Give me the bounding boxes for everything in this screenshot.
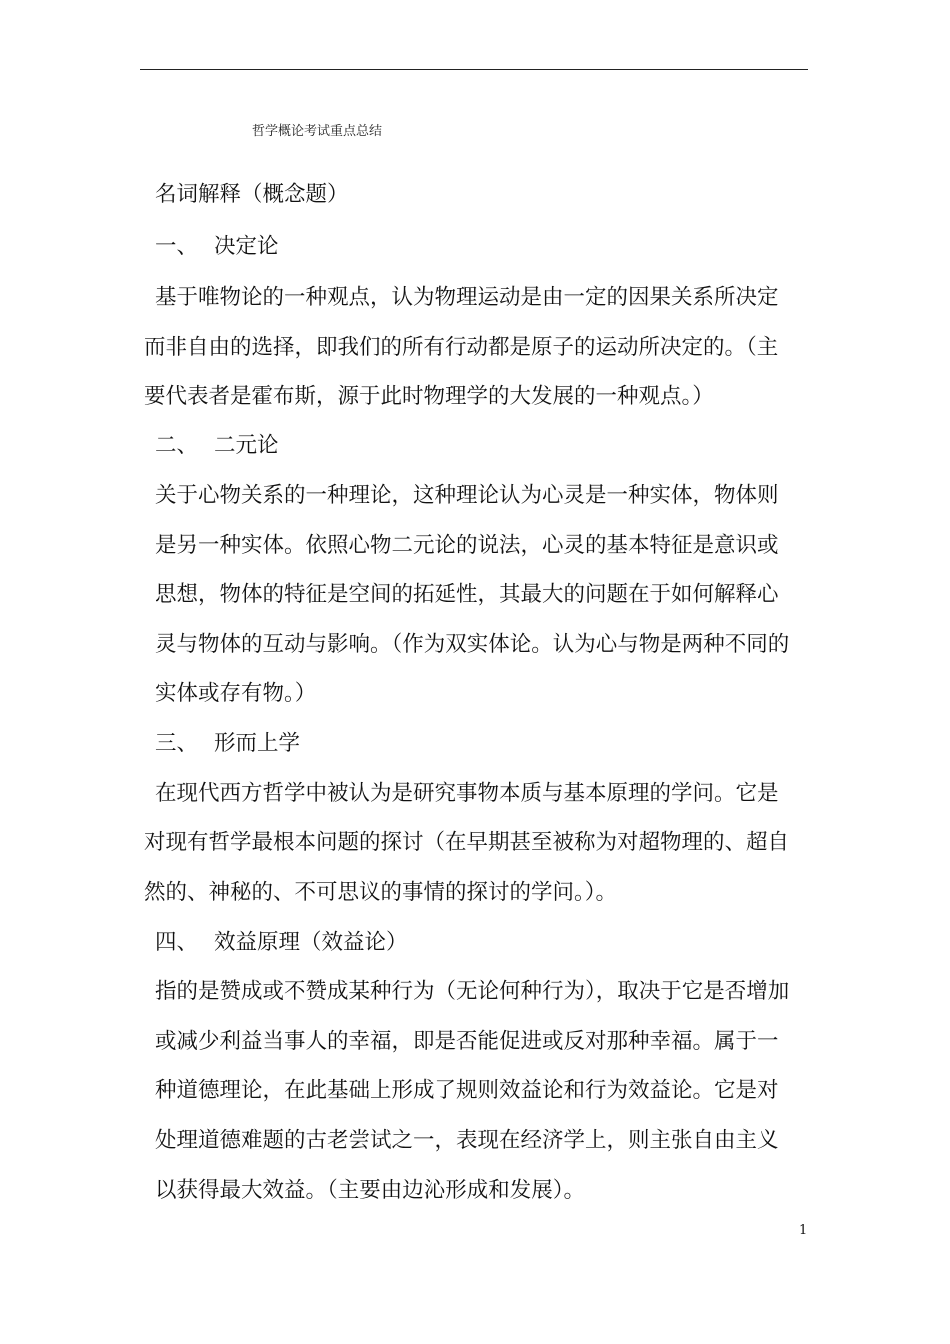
page-number: 1	[799, 1223, 808, 1238]
entry-line: 而非自由的选择，即我们的所有行动都是原子的运动所决定的。（主	[144, 335, 779, 360]
entry-line: 或减少利益当事人的幸福，即是否能促进或反对那种幸福。属于一	[155, 1029, 779, 1054]
entry-line: 灵与物体的互动与影响。（作为双实体论。认为心与物是两种不同的	[155, 632, 790, 657]
entry-line: 要代表者是霍布斯，源于此时物理学的大发展的一种观点。）	[144, 384, 714, 409]
entry-line: 对现有哲学最根本问题的探讨（在早期甚至被称为对超物理的、超自	[144, 830, 790, 855]
entry-line: 是另一种实体。依照心物二元论的说法，心灵的基本特征是意识或	[155, 533, 779, 558]
document-title: 哲学概论考试重点总结	[252, 124, 383, 139]
entry-line: 基于唯物论的一种观点，认为物理运动是由一定的因果关系所决定	[155, 285, 779, 310]
entry-term: 二元论	[214, 433, 279, 458]
entry-line: 实体或存有物。）	[155, 681, 317, 706]
entry-number: 二、	[155, 433, 199, 458]
entry-term: 形而上学	[214, 731, 301, 756]
entry-term: 效益原理（效益论）	[214, 930, 408, 955]
header-rule	[140, 69, 808, 70]
entry-line: 指的是赞成或不赞成某种行为（无论何种行为），取决于它是否增加	[155, 979, 790, 1004]
entry-term: 决定论	[214, 234, 279, 259]
entry-line: 处理道德难题的古老尝试之一，表现在经济学上，则主张自由主义	[155, 1128, 779, 1153]
entry-number: 一、	[155, 234, 199, 259]
section-heading: 名词解释（概念题）	[155, 182, 349, 207]
entry-number: 四、	[155, 930, 199, 955]
entry-line: 然的、神秘的、不可思议的事情的探讨的学问。）。	[144, 880, 618, 905]
entry-line: 在现代西方哲学中被认为是研究事物本质与基本原理的学问。它是	[155, 781, 779, 806]
entry-line: 思想，物体的特征是空间的拓延性，其最大的问题在于如何解释心	[155, 582, 779, 607]
entry-line: 以获得最大效益。（主要由边沁形成和发展）。	[155, 1178, 586, 1203]
entry-number: 三、	[155, 731, 199, 756]
entry-line: 关于心物关系的一种理论，这种理论认为心灵是一种实体，物体则	[155, 483, 779, 508]
entry-line: 种道德理论，在此基础上形成了规则效益论和行为效益论。它是对	[155, 1078, 779, 1103]
